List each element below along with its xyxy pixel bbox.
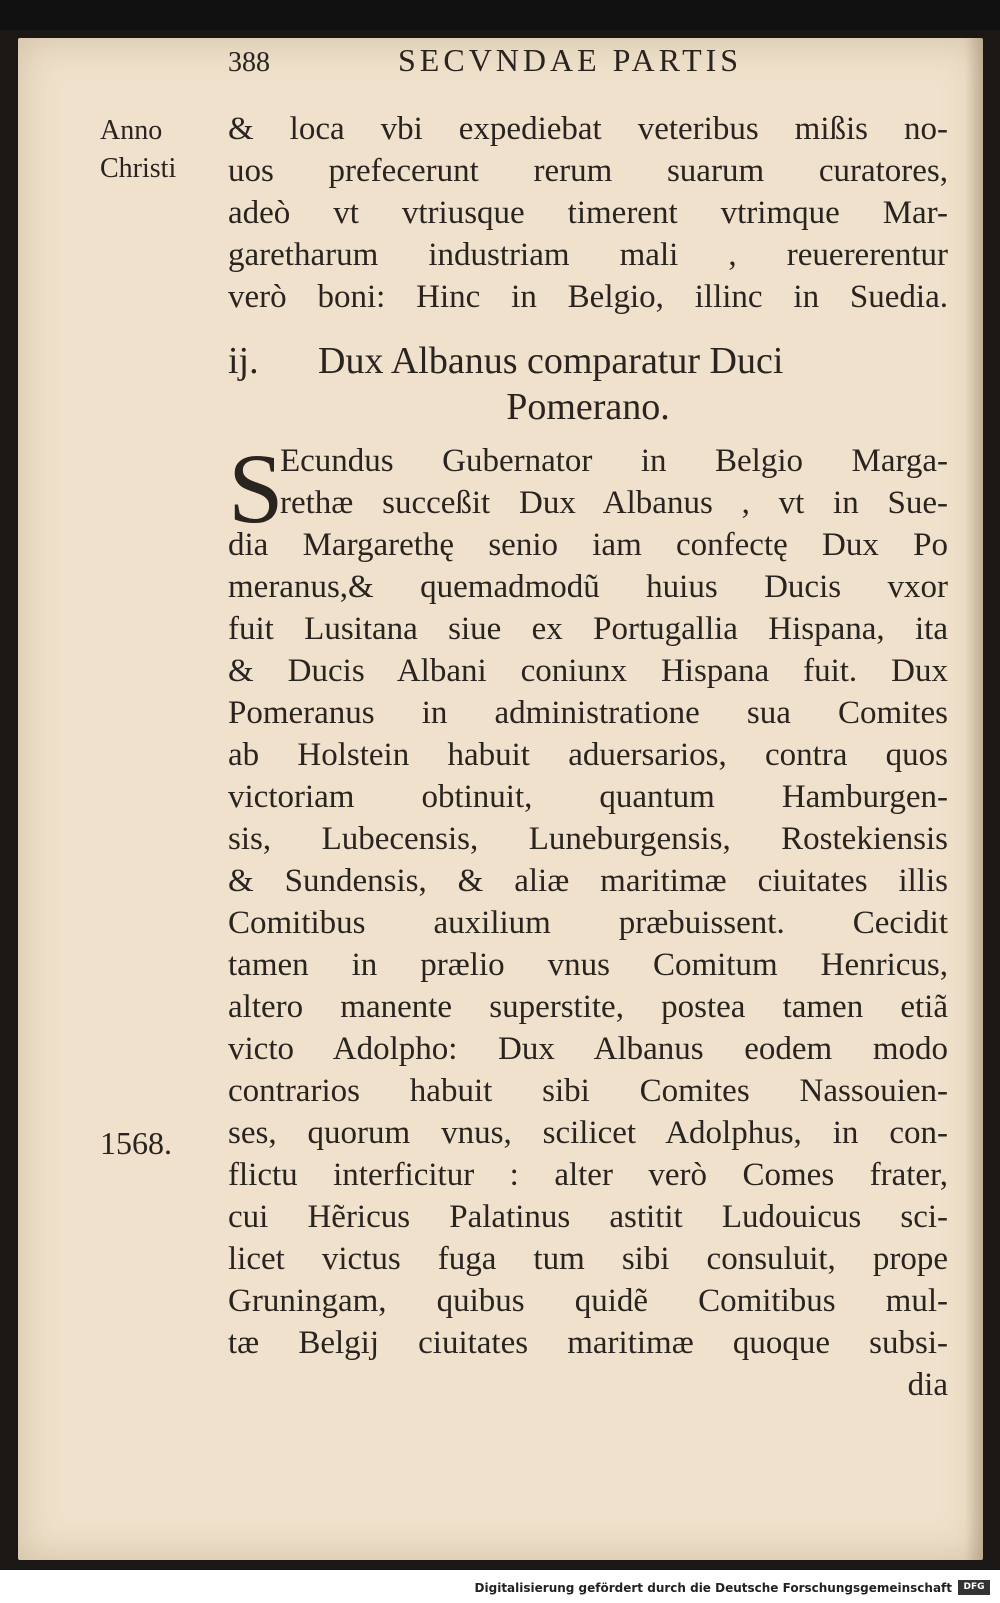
text-line: Gruningam, quibus quidẽ Comitibus mul- (228, 1283, 948, 1319)
dfg-logo: DFG (958, 1580, 990, 1595)
text-line: & Sundensis, & aliæ maritimæ ciuitates illis (228, 863, 948, 899)
catchword: dia (907, 1367, 948, 1403)
footer-credit: Digitalisierung gefördert durch die Deutsche Forschungsgemeinschaft (474, 1581, 952, 1595)
text-line: victoriam obtinuit, quantum Hamburgen- (228, 779, 948, 815)
text-line: ab Holstein habuit aduersarios, contra quos (228, 737, 948, 773)
text-line: meranus,& quemadmodũ huius Ducis vxor (228, 569, 948, 605)
text-line: flictu interficitur : alter verò Comes frater, (228, 1157, 948, 1193)
text-line: sis, Lubecensis, Luneburgensis, Rostekiensis (228, 821, 948, 857)
text-line: licet victus fuga tum sibi consuluit, prope (228, 1241, 948, 1277)
text-line: Pomeranus in administratione sua Comites (228, 695, 948, 731)
text-line: rethæ succeßit Dux Albanus , vt in Sue- (280, 485, 948, 521)
text-line: & loca vbi expediebat veteribus mißis no- (228, 111, 948, 147)
text-line: fuit Lusitana siue ex Portugallia Hispana, ita (228, 611, 948, 647)
margin-note-anno: Anno (100, 115, 163, 146)
text-line: uos prefecerunt rerum suarum curatores, (228, 153, 948, 189)
text-line: verò boni: Hinc in Belgio, illinc in Suedia. (228, 279, 948, 315)
section-number: ij. (228, 340, 259, 382)
text-line: ses, quorum vnus, scilicet Adolphus, in con- (228, 1115, 948, 1151)
text-line: Ecundus Gubernator in Belgio Marga- (280, 443, 948, 479)
text-line: & Ducis Albani coniunx Hispana fuit. Dux (228, 653, 948, 689)
page-number: 388 (228, 47, 270, 78)
drop-capital: S (228, 433, 284, 544)
text-line: contrarios habuit sibi Comites Nassouien- (228, 1073, 948, 1109)
margin-note-christi: Christi (100, 153, 177, 184)
text-line: adeò vt vtriusque timerent vtrimque Mar- (228, 195, 948, 231)
margin-note-year: 1568. (100, 1125, 172, 1161)
text-line: altero manente superstite, postea tamen etiã (228, 989, 948, 1025)
text-line: garetharum industriam mali , reuererentur (228, 237, 948, 273)
text-line: tæ Belgij ciuitates maritimæ quoque subsi- (228, 1325, 948, 1361)
section-heading (228, 338, 948, 430)
digitization-footer (0, 1570, 1000, 1603)
section-title-line-1: Dux Albanus comparatur Duci (318, 340, 784, 382)
running-title: SECVNDAE PARTIS (398, 42, 743, 78)
paragraph-1 (228, 108, 948, 318)
page-header (228, 42, 798, 79)
page-edge-shadow (965, 38, 983, 1560)
text-line: tamen in prælio vnus Comitum Henricus, (228, 947, 948, 983)
text-line: victo Adolpho: Dux Albanus eodem modo (228, 1031, 948, 1067)
text-line: cui Hẽricus Palatinus astitit Ludouicus sci- (228, 1199, 948, 1235)
section-title-line-2: Pomerano. (506, 386, 670, 428)
paragraph-2 (228, 433, 948, 1406)
text-line: Comitibus auxilium præbuissent. Cecidit (228, 905, 948, 941)
text-line: dia Margarethę senio iam confectę Dux Po (228, 527, 948, 563)
